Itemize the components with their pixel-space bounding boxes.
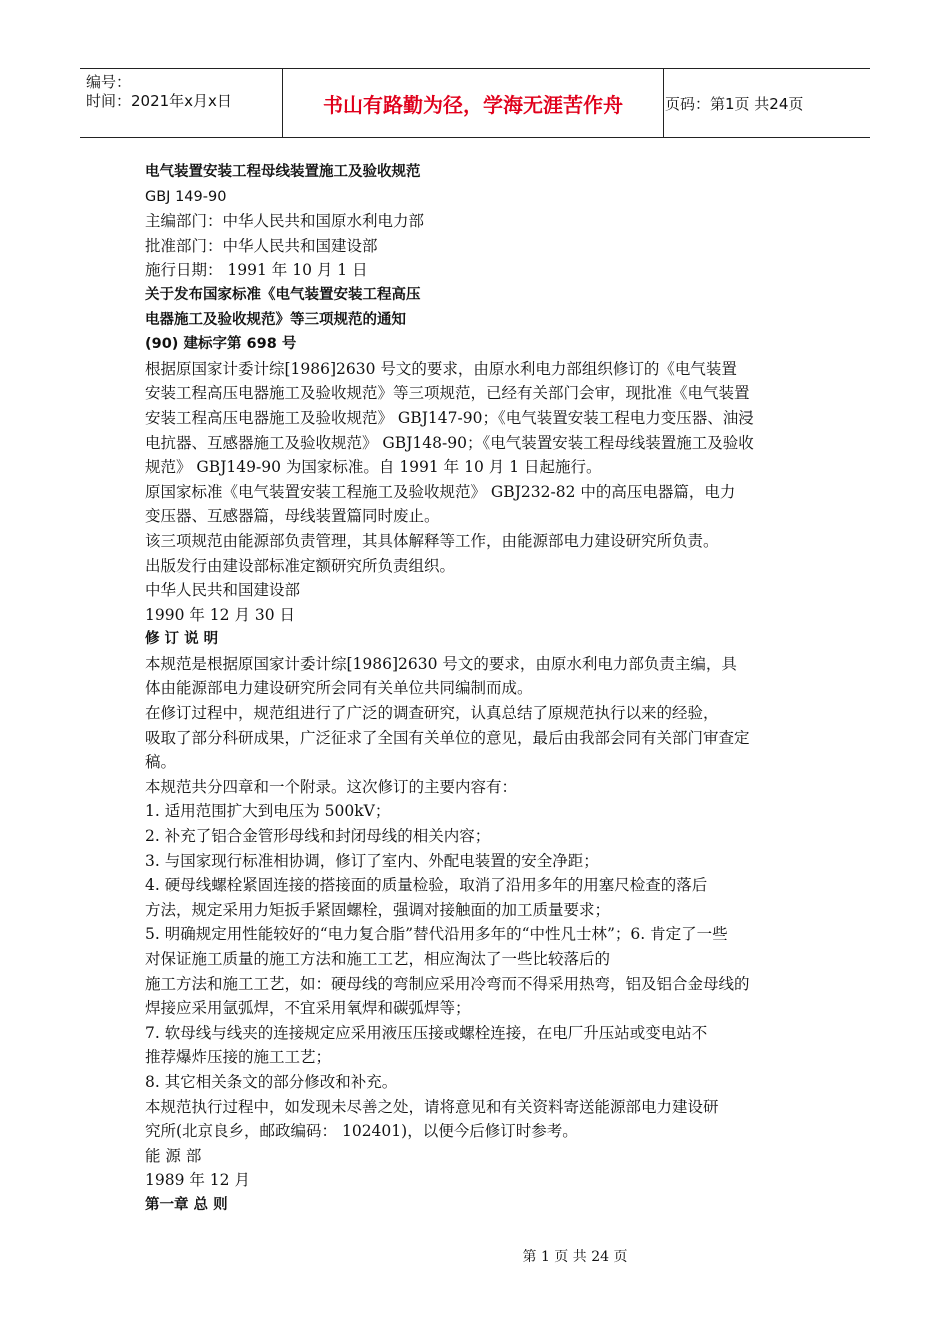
text-line: 出版发行由建设部标准定额研究所负责组织。 — [145, 556, 456, 575]
text-line: 修 订 说 明 — [145, 631, 219, 648]
text-line: 根据原国家计委计综[1986]2630 号文的要求，由原水利电力部组织修订的《电气装置 — [145, 359, 737, 378]
text-line: 施工方法和施工工艺，如：硬母线的弯制应采用冷弯而不得采用热弯，铝及铝合金母线的 — [145, 974, 750, 993]
text-line: 3. 与国家现行标准相协调，修订了室内、外配电装置的安全净距； — [145, 851, 599, 870]
text-line: 电器施工及验收规范》等三项规范的通知 — [145, 311, 406, 328]
text-line: 该三项规范由能源部负责管理，其具体解释等工作，由能源部电力建设研究所负责。 — [145, 531, 719, 550]
text-line: 焊接应采用氩弧焊，不宜采用氧焊和碳弧焊等； — [145, 999, 471, 1018]
page-header — [80, 68, 870, 138]
text-line: 1. 适用范围扩大到电压为 500kV； — [145, 802, 391, 821]
text-line: 中华人民共和国建设部 — [145, 581, 301, 600]
document-body — [145, 160, 810, 1218]
text-line: 电抗器、互感器施工及验收规范》 GBJ148-90；《电气装置安装工程母线装置施工及验收 — [145, 433, 754, 452]
text-line: 方法，规定采用力矩扳手紧固螺栓，强调对接触面的加工质量要求； — [145, 900, 611, 919]
text-line: 在修订过程中，规范组进行了广泛的调查研究，认真总结了原规范执行以来的经验， — [145, 704, 719, 723]
text-line: 能 源 部 — [145, 1146, 202, 1165]
text-line: 1989 年 12 月 — [145, 1171, 250, 1190]
header-left-block — [86, 73, 281, 111]
header-page-info: 页码：第1页 共24页 — [665, 94, 804, 113]
footer-page-number: 第 1 页 共 24 页 — [522, 1249, 628, 1265]
text-line: 主编部门：中华人民共和国原水利电力部 — [145, 212, 425, 231]
text-line: 批准部门：中华人民共和国建设部 — [145, 236, 378, 255]
text-line: 电气装置安装工程母线装置施工及验收规范 — [145, 164, 421, 180]
text-line: 5. 明确规定用性能较好的“电力复合脂”替代沿用多年的“中性凡士林”；6. 肯定了一些 — [145, 925, 728, 944]
text-line: 吸取了部分科研成果，广泛征求了全国有关单位的意见，最后由我部会同有关部门审查定 — [145, 728, 750, 747]
text-line: 安装工程高压电器施工及验收规范》 GBJ147-90；《电气装置安装工程电力变压器、油浸 — [145, 408, 754, 427]
text-line: 原国家标准《电气装置安装工程施工及验收规范》 GBJ232-82 中的高压电器篇，电力 — [145, 482, 736, 501]
text-line: 本规范执行过程中，如发现未尽善之处，请将意见和有关资料寄送能源部电力建设研 — [145, 1097, 719, 1116]
header-motto: 书山有路勤为径，学海无涯苦作舟 — [282, 69, 664, 137]
text-line: 2. 补充了铝合金管形母线和封闭母线的相关内容； — [145, 827, 491, 846]
text-line: GBJ 149-90 — [145, 188, 227, 205]
text-line: 稿。 — [145, 753, 177, 772]
text-line: 7. 软母线与线夹的连接规定应采用液压压接或螺栓连接，在电厂升压站或变电站不 — [145, 1023, 708, 1042]
text-line: 1990 年 12 月 30 日 — [145, 605, 296, 624]
text-line: 4. 硬母线螺栓紧固连接的搭接面的质量检验，取消了沿用多年的用塞尺检查的落后 — [145, 876, 708, 895]
text-line: 安装工程高压电器施工及验收规范》等三项规范，已经有关部门会审，现批准《电气装置 — [145, 384, 750, 403]
text-line: 规范》 GBJ149-90 为国家标准。自 1991 年 10 月 1 日起施行。 — [145, 458, 602, 477]
text-line: 关于发布国家标准《电气装置安装工程高压 — [145, 286, 421, 303]
text-line: 对保证施工质量的施工方法和施工工艺，相应淘汰了一些比较落后的 — [145, 950, 611, 968]
text-line: 体由能源部电力建设研究所会同有关单位共同编制而成。 — [145, 679, 533, 698]
text-line: 施行日期： 1991 年 10 月 1 日 — [145, 261, 368, 280]
text-line: 推荐爆炸压接的施工工艺； — [145, 1048, 332, 1067]
text-line: (90) 建标字第 698 号 — [145, 336, 297, 353]
text-line: 本规范共分四章和一个附录。这次修订的主要内容有： — [145, 777, 518, 796]
text-line: 本规范是根据原国家计委计综[1986]2630 号文的要求，由原水利电力部负责主编，具 — [145, 654, 737, 673]
text-line: 究所(北京良乡，邮政编码： 102401)，以便今后修订时参考。 — [145, 1122, 578, 1141]
document-time-label: 时间：2021年x月x日 — [86, 92, 232, 110]
text-line: 变压器、互感器篇，母线装置篇同时废止。 — [145, 507, 440, 526]
document-number-label: 编号： — [86, 73, 132, 91]
page-footer — [0, 1246, 950, 1266]
text-line: 第一章 总 则 — [145, 1196, 228, 1213]
text-line: 8. 其它相关条文的部分修改和补充。 — [145, 1072, 398, 1091]
